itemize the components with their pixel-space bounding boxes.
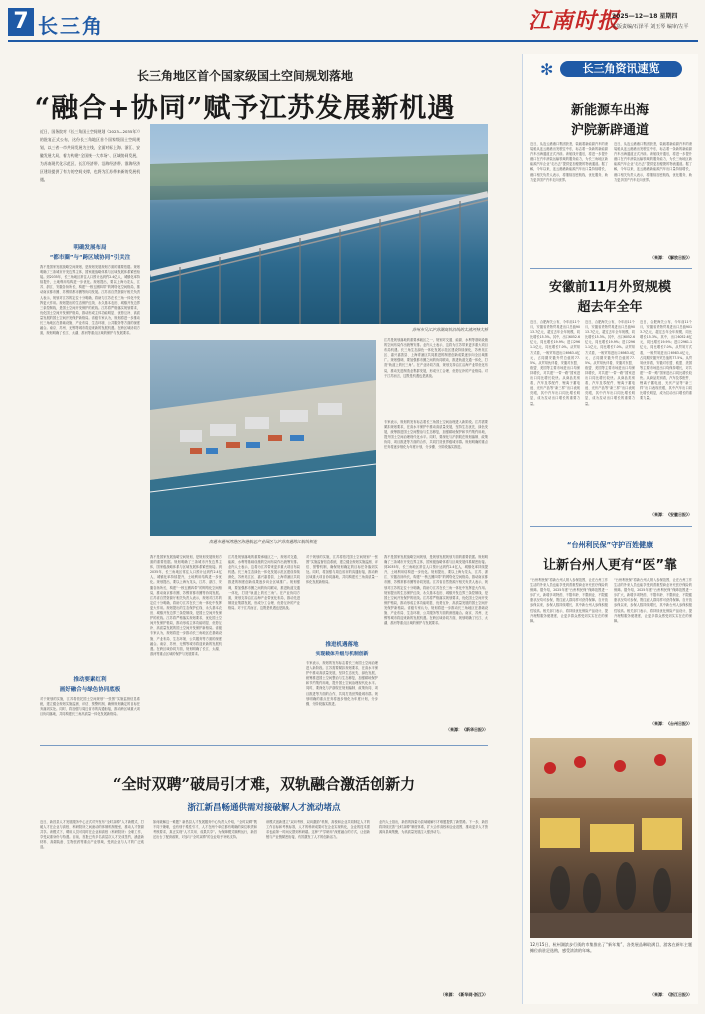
feature-body-col2: 如何破解这一难题？新昌县人才发展服务中心负责人介绍，“全时双聘”既不同于兼职，也有别于柔性引才，人才在两个单位都有明确的岗位职责和考核要求，真正实现“人才共用、成果共享”。为保障模式顺利运行，新昌还出台了配套政策，对参与“全时双聘”的企业给予补贴支持。 (153, 820, 257, 840)
story3-body-a: “台州利民保”将新台州人纳入参保范围，让在台州工作生活的外来人员也能享受到普惠型商业补充医疗保险的保障。据介绍，2025年度“台州利民保”保障范围进一步扩大，新增多项特药，不限年龄、不限职业、不限健康状况均可参保，既往症人群同样可获得保障。自开放参保以来，参保人数持续增长，其中新台州人参保积极性较高。相关部门表示，将持续优化保险产品设计，提升理赔服务便捷度，让更多群众感受到实实在在的保障。 (530, 578, 608, 623)
photo-bridge-aerial (150, 124, 488, 324)
subheading-3b: 实现载体升级与机制创新 (315, 652, 369, 657)
story3-body-b: “台州利民保”将新台州人纳入参保范围，让在台州工作生活的外来人员也能享受到普惠型商业补充医疗保险的保障。据介绍，2025年度“台州利民保”保障范围进一步扩大，新增多项特药，不限年龄、不限职业、不限健康状况均可参保，既往症人群同样可获得保障。自开放参保以来，参保人数持续增长，其中新台州人参保积极性较高。相关部门表示，将持续优化保险产品设计，提升理赔服务便捷度，让更多群众感受到实实在在的保障。 (614, 578, 692, 623)
feature-body-col4: 业内人士指出，新昌的探索为县域破解引才难题提供了新思路。下一步，新昌将持续完善“全时双聘”制度体系，扩大合作高校和企业范围，推动更多人才资源向县域集聚，为高质量发展注入强劲动力。 (379, 820, 488, 835)
story3-kicker: “台州利民保”守护百姓健康 (566, 541, 654, 549)
section-title: 长三角 (38, 14, 104, 38)
story3-headline: 让新台州人更有“医”靠 (542, 558, 678, 573)
right-divider-1 (530, 268, 692, 269)
story2-body-a: 近日，合肥海关公布，今年前11个月，安徽省货物贸易进出口总值9013.7亿元，超过去年全年规模，同比增长15.3%。其中，出口6052.6亿元，同比增长19.9%；进口2961.1亿元，同比增长7.0%。从贸易方式看，一般贸易进出口6983.4亿元，占同期安徽外贸总值的77.5%。从贸易伙伴看，安徽对东盟、欧盟、美国等主要市场进出口均保持增长，对共建“一带一路”国家进出口同比增长较快。从商品类别看，汽车及零配件、锂离子蓄电池、光伏产品等“新三样”出口表现亮眼，其中汽车出口同比增长明显，成为拉动出口增长的重要力量。 (530, 320, 580, 406)
page-number-badge: 7 (8, 8, 34, 36)
feature-credit: （来源：《新华网·浙江》） (440, 992, 488, 997)
feature-body-col3: 该模式创新建立“双向考核、双向激励”机制，高校和企业共同制定人才的工作目标和考核标准，人才的科研成果可在企业实现转化，企业的技术需求也能第一时间反馈到科研端。这种“产学研用”深度融合的方式，让创新链与产业链紧密衔接，有效激发了人才的创新活力。 (266, 820, 370, 840)
story2-body-b: 近日，合肥海关公布，今年前11个月，安徽省货物贸易进出口总值9013.7亿元，超过去年全年规模，同比增长15.3%。其中，出口6052.6亿元，同比增长19.9%；进口2961.1亿元，同比增长7.0%。从贸易方式看，一般贸易进出口6983.4亿元，占同期安徽外贸总值的77.5%。从贸易伙伴看，安徽对东盟、欧盟、美国等主要市场进出口均保持增长，对共建“一带一路”国家进出口同比增长较快。从商品类别看，汽车及零配件、锂离子蓄电池、光伏产品等“新三样”出口表现亮眼，其中汽车出口同比增长明显，成为拉动出口增长的重要力量。 (585, 320, 635, 406)
lead-credit: （来源：《新华日报》） (446, 727, 488, 732)
right-photo-caption: 12月15日，杭州湖滨步行街的市集推出了“新年集”，各类展品琳琅满目，游客在新年主题摊位前驻足选购，感受浓浓的年味。 (530, 942, 692, 953)
lead-kicker: 长三角地区首个国家级国土空间规划落地 (136, 69, 353, 83)
lead-body-col3b: 对于规划的实施，江苏将依托国土空间规划“一张图”实施监督信息系统，建立健全规划实施监测、评估、预警机制，确保规划确定的目标任务落到实处。同时，将加强与周边省市的沟通衔接，推动跨区域重大项目协同落地，共同构建长三角高质量一体化发展新格局。 (306, 555, 378, 585)
lead-body-col2: 我不是国家发展战略空间规划，是规划发展规划方面的重要依据。规划明确了三条城市开发边界主体，国家级战略体系与区域发展体系紧密衔接。到2035年，长三角地区常住人口预计达到约2.4亿人，城镇化率持续提升，土地利用结构进一步优化。规划提出，要以上海为龙头，江苏、浙江、安徽各扬所长，构建“一核五圈四带”的网络化空间格局，推动南京都市圈、苏锡常都市圈等协同发展。江苏省自然资源厅相关负责人表示，规划对江苏的定位十分明确，将助力江苏在长三角一体化中发挥更大作用。规划提出的生态保护红线、永久基本农田、城镇开发边界三条控制线，是国土空间开发保护的底线。江苏将严格落实规划要求，优化国土空间开发保护格局，推动形成主体功能明显、优势互补、高质量发展的国土空间开发保护新格局。省级专家认为，规划将进一步推动长三角地区在基础设施、产业布局、生态环境、公共服务等方面的深度融合。南京、苏州、无锡等城市将迎来新的发展机遇。在跨区域协同方面，规划明确了长江、太湖、淮河等重点区域的保护与发展要求。 (150, 555, 222, 656)
story2-body-c: 近日，合肥海关公布，今年前11个月，安徽省货物贸易进出口总值9013.7亿元，超过去年全年规模，同比增长15.3%。其中，出口6052.6亿元，同比增长19.9%；进口2961.1亿元，同比增长7.0%。从贸易方式看，一般贸易进出口6983.4亿元，占同期安徽外贸总值的77.5%。从贸易伙伴看，安徽对东盟、欧盟、美国等主要市场进出口均保持增长，对共建“一带一路”国家进出口同比增长较快。从商品类别看，汽车及零配件、锂离子蓄电池、光伏产品等“新三样”出口表现亮眼，其中汽车出口同比增长明显，成为拉动出口增长的重要力量。 (640, 320, 692, 401)
page-header (0, 0, 705, 44)
photo2-caption: 南通市通州湾港区海港航运产业园区与沪苏南通跨江航线相连 (209, 539, 317, 544)
feature-body-col1: 近日，新昌县人才发展服务中心正式对外发布“全时双聘”人才新模式，打破人才在企业与高校、科研院所之间流动的体制机制壁垒，推动人才资源共享。该模式下，聘用人员可同时在企业和高校（科研院所）全职工作，享受双重身份与待遇。目前，首批已有多名高层次人才完成签约，涵盖新材料、高端装备、生物医药等重点产业领域，受到企业与人才的广泛欢迎。 (40, 820, 144, 850)
subheading-1: 明确发展布局 (73, 245, 107, 251)
header-divider (8, 40, 698, 42)
story1-body-a: 近日，从连云港港口集团获悉，装载着新能源汽车的滚装船从连云港港出发驶往中东，标志着一条新的新能源汽车出海通道正式开辟。该航线开通后，将进一步提升港口在汽车滚装运输领域的服务能力，为长三角地区新能源汽车企业“走出去”提供更加便捷的物流通道。据了解，今年以来，连云港港新能源汽车出口量持续增长，港口相关负责人表示，将继续加密航线，优化服务，助力更多国产汽车走向世界。 (530, 142, 608, 182)
lead-headline: “融合+协同”赋予江苏发展新机遇 (34, 93, 456, 124)
masthead-logo: 江南时报 (528, 8, 621, 34)
story3-credit: （来源：《台州日报》） (650, 721, 692, 726)
lead-body-col4: 江苏是规划落地的重要承载区之一，规划对交通、能源、水利等基础设施的空间布局作出统筹安排。业内人士表示，这将为江苏带来更多重大项目布局机遇。长三角生态绿色一体化发展示范区建设持续深化，苏州吴江区、嘉兴嘉善县、上海青浦区共同推进的制度创新成果逐步向全区域推广。规划强调，要加强都市圈之间的协同联动，推进轨道交通一体化，打造“轨道上的长三角”。在产业协同方面，规划支持沿江沿海产业带优化布局，推动先进制造业集群发展，形成分工合理、优势互补的产业格局。对于江苏而言，这既是机遇也是挑战。 (384, 338, 488, 378)
section-divider (40, 745, 488, 746)
banner-text: 长三角资讯速览 (582, 62, 660, 75)
right-divider-2 (530, 526, 692, 527)
photo-market-street (530, 738, 692, 938)
story2-credit: （来源：《安徽日报》） (650, 512, 692, 517)
feature-subheadline: 浙江新昌畅通供需对接破解人才流动堵点 (187, 803, 341, 813)
briefing-banner (540, 58, 690, 80)
lead-body-col4b: 专家表示，规划的发布标志着长三角国土空间治理进入新阶段。江苏需要紧扣规划要求，在高水平保护中推动高质量发展，坚持生态优先、绿色发展，统筹推进国土空间整治与生态修复，加强耕地保护和节约集约用地，提升国土空间治理现代化水平。同时，要深化与沪浙皖在规划编制、政策协同、项目推进等方面的合作，共同打造世界级城市群。规划明确的重点任务将逐步细化为年度计划，分步骤、分阶段落实推进。 (384, 420, 488, 450)
subheading-2b: 画好融合与绿色协同底板 (59, 687, 121, 693)
story2-headline-1: 安徽前11月外贸规模 (548, 280, 672, 295)
photo-port-aerial (150, 340, 376, 536)
lead-intro: 近日，国务院对《长三角国土空间规划（2023—2035年）》的批复正式公布，这份长三角地区首个国家级国土空间规划，以三省一市共同发展为主线，全面对标上海、浙江、安徽发展大局，着力构建“全国统一大市场”、区域协同发展，为苏南现代化示范区、长江经济带、沿海经济带、淮海经济区建设提供了有力的空间支撑，也将为江苏带来新的发展机遇。 (40, 129, 140, 182)
story1-headline-1: 新能源车出海 (570, 103, 649, 118)
story1-credit: （来源：《解放日报》） (650, 255, 692, 260)
story2-headline-2: 超去年全年 (577, 300, 643, 315)
lead-body-col3c: 专家表示，规划的发布标志着长三角国土空间治理进入新阶段。江苏需要紧扣规划要求，在高水平保护中推动高质量发展，坚持生态优先、绿色发展，统筹推进国土空间整治与生态修复，加强耕地保护和节约集约用地，提升国土空间治理现代化水平。同时，要深化与沪浙皖在规划编制、政策协同、项目推进等方面的合作，共同打造世界级城市群。规划明确的重点任务将逐步细化为年度计划，分步骤、分阶段落实推进。 (306, 661, 378, 706)
right-photo-credit: （来源：《浙江日报》） (650, 992, 692, 997)
story1-headline-2: 沪院新辟通道 (570, 123, 649, 138)
snowflake-icon: ✻ (540, 60, 554, 79)
lead-body-col1: 我不是国家发展战略空间规划，是规划发展规划方面的重要依据。规划明确了三条城市开发边界主体，国家级战略体系与区域发展体系紧密衔接。到2035年，长三角地区常住人口预计达到约2.4亿人，城镇化率持续提升，土地利用结构进一步优化。规划提出，要以上海为龙头，江苏、浙江、安徽各扬所长，构建“一核五圈四带”的网络化空间格局，推动南京都市圈、苏锡常都市圈等协同发展。江苏省自然资源厅相关负责人表示，规划对江苏的定位十分明确，将助力江苏在长三角一体化中发挥更大作用。规划提出的生态保护红线、永久基本农田、城镇开发边界三条控制线，是国土空间开发保护的底线。江苏将严格落实规划要求，优化国土空间开发保护格局，推动形成主体功能明显、优势互补、高质量发展的国土空间开发保护新格局。省级专家认为，规划将进一步推动长三角地区在基础设施、产业布局、生态环境、公共服务等方面的深度融合。南京、苏州、无锡等城市将迎来新的发展机遇。在跨区域协同方面，规划明确了长江、太湖、淮河等重点区域的保护与发展要求。 (40, 265, 140, 336)
story1-body-b: 近日，从连云港港口集团获悉，装载着新能源汽车的滚装船从连云港港出发驶往中东，标志着一条新的新能源汽车出海通道正式开辟。该航线开通后，将进一步提升港口在汽车滚装运输领域的服务能力，为长三角地区新能源汽车企业“走出去”提供更加便捷的物流通道。据了解，今年以来，连云港港新能源汽车出口量持续增长，港口相关负责人表示，将继续加密航线，优化服务，助力更多国产汽车走向世界。 (614, 142, 692, 182)
subheading-3: 推进机遇落地 (325, 642, 359, 648)
date-line: 2025—12—18 星期四 (612, 13, 678, 20)
subheading-2: 推动要素红利 (73, 677, 107, 683)
photo1-caption: 苏州市吴江沪苏湖高铁沿线的太浦河特大桥 (412, 327, 488, 332)
editors-line: 本版责编/石泽平 刘玉琴 编审/左平 (612, 24, 689, 30)
lead-body-col1-tail: 对于规划的实施，江苏将依托国土空间规划“一张图”实施监督信息系统，建立健全规划实施监测、评估、预警机制，确保规划确定的目标任务落到实处。同时，将加强与周边省市的沟通衔接，推动跨区域重大项目协同落地，共同构建长三角高质量一体化发展新格局。 (40, 697, 140, 717)
subheading-1b: “都市圈”与“跨区域协同”引关注 (49, 255, 131, 261)
lead-body-col3: 江苏是规划落地的重要承载区之一，规划对交通、能源、水利等基础设施的空间布局作出统筹安排。业内人士表示，这将为江苏带来更多重大项目布局机遇。长三角生态绿色一体化发展示范区建设持续深化，苏州吴江区、嘉兴嘉善县、上海青浦区共同推进的制度创新成果逐步向全区域推广。规划强调，要加强都市圈之间的协同联动，推进轨道交通一体化，打造“轨道上的长三角”。在产业协同方面，规划支持沿江沿海产业带优化布局，推动先进制造业集群发展，形成分工合理、优势互补的产业格局。对于江苏而言，这既是机遇也是挑战。 (228, 555, 300, 610)
feature-headline: “全时双聘”破局引才难，双轨融合激活创新力 (112, 775, 416, 793)
lead-body-col4c: 我不是国家发展战略空间规划，是规划发展规划方面的重要依据。规划明确了三条城市开发边界主体，国家级战略体系与区域发展体系紧密衔接。到2035年，长三角地区常住人口预计达到约2.4亿人，城镇化率持续提升，土地利用结构进一步优化。规划提出，要以上海为龙头，江苏、浙江、安徽各扬所长，构建“一核五圈四带”的网络化空间格局，推动南京都市圈、苏锡常都市圈等协同发展。江苏省自然资源厅相关负责人表示，规划对江苏的定位十分明确，将助力江苏在长三角一体化中发挥更大作用。规划提出的生态保护红线、永久基本农田、城镇开发边界三条控制线，是国土空间开发保护的底线。江苏将严格落实规划要求，优化国土空间开发保护格局，推动形成主体功能明显、优势互补、高质量发展的国土空间开发保护新格局。省级专家认为，规划将进一步推动长三角地区在基础设施、产业布局、生态环境、公共服务等方面的深度融合。南京、苏州、无锡等城市将迎来新的发展机遇。在跨区域协同方面，规划明确了长江、太湖、淮河等重点区域的保护与发展要求。 (384, 555, 488, 626)
